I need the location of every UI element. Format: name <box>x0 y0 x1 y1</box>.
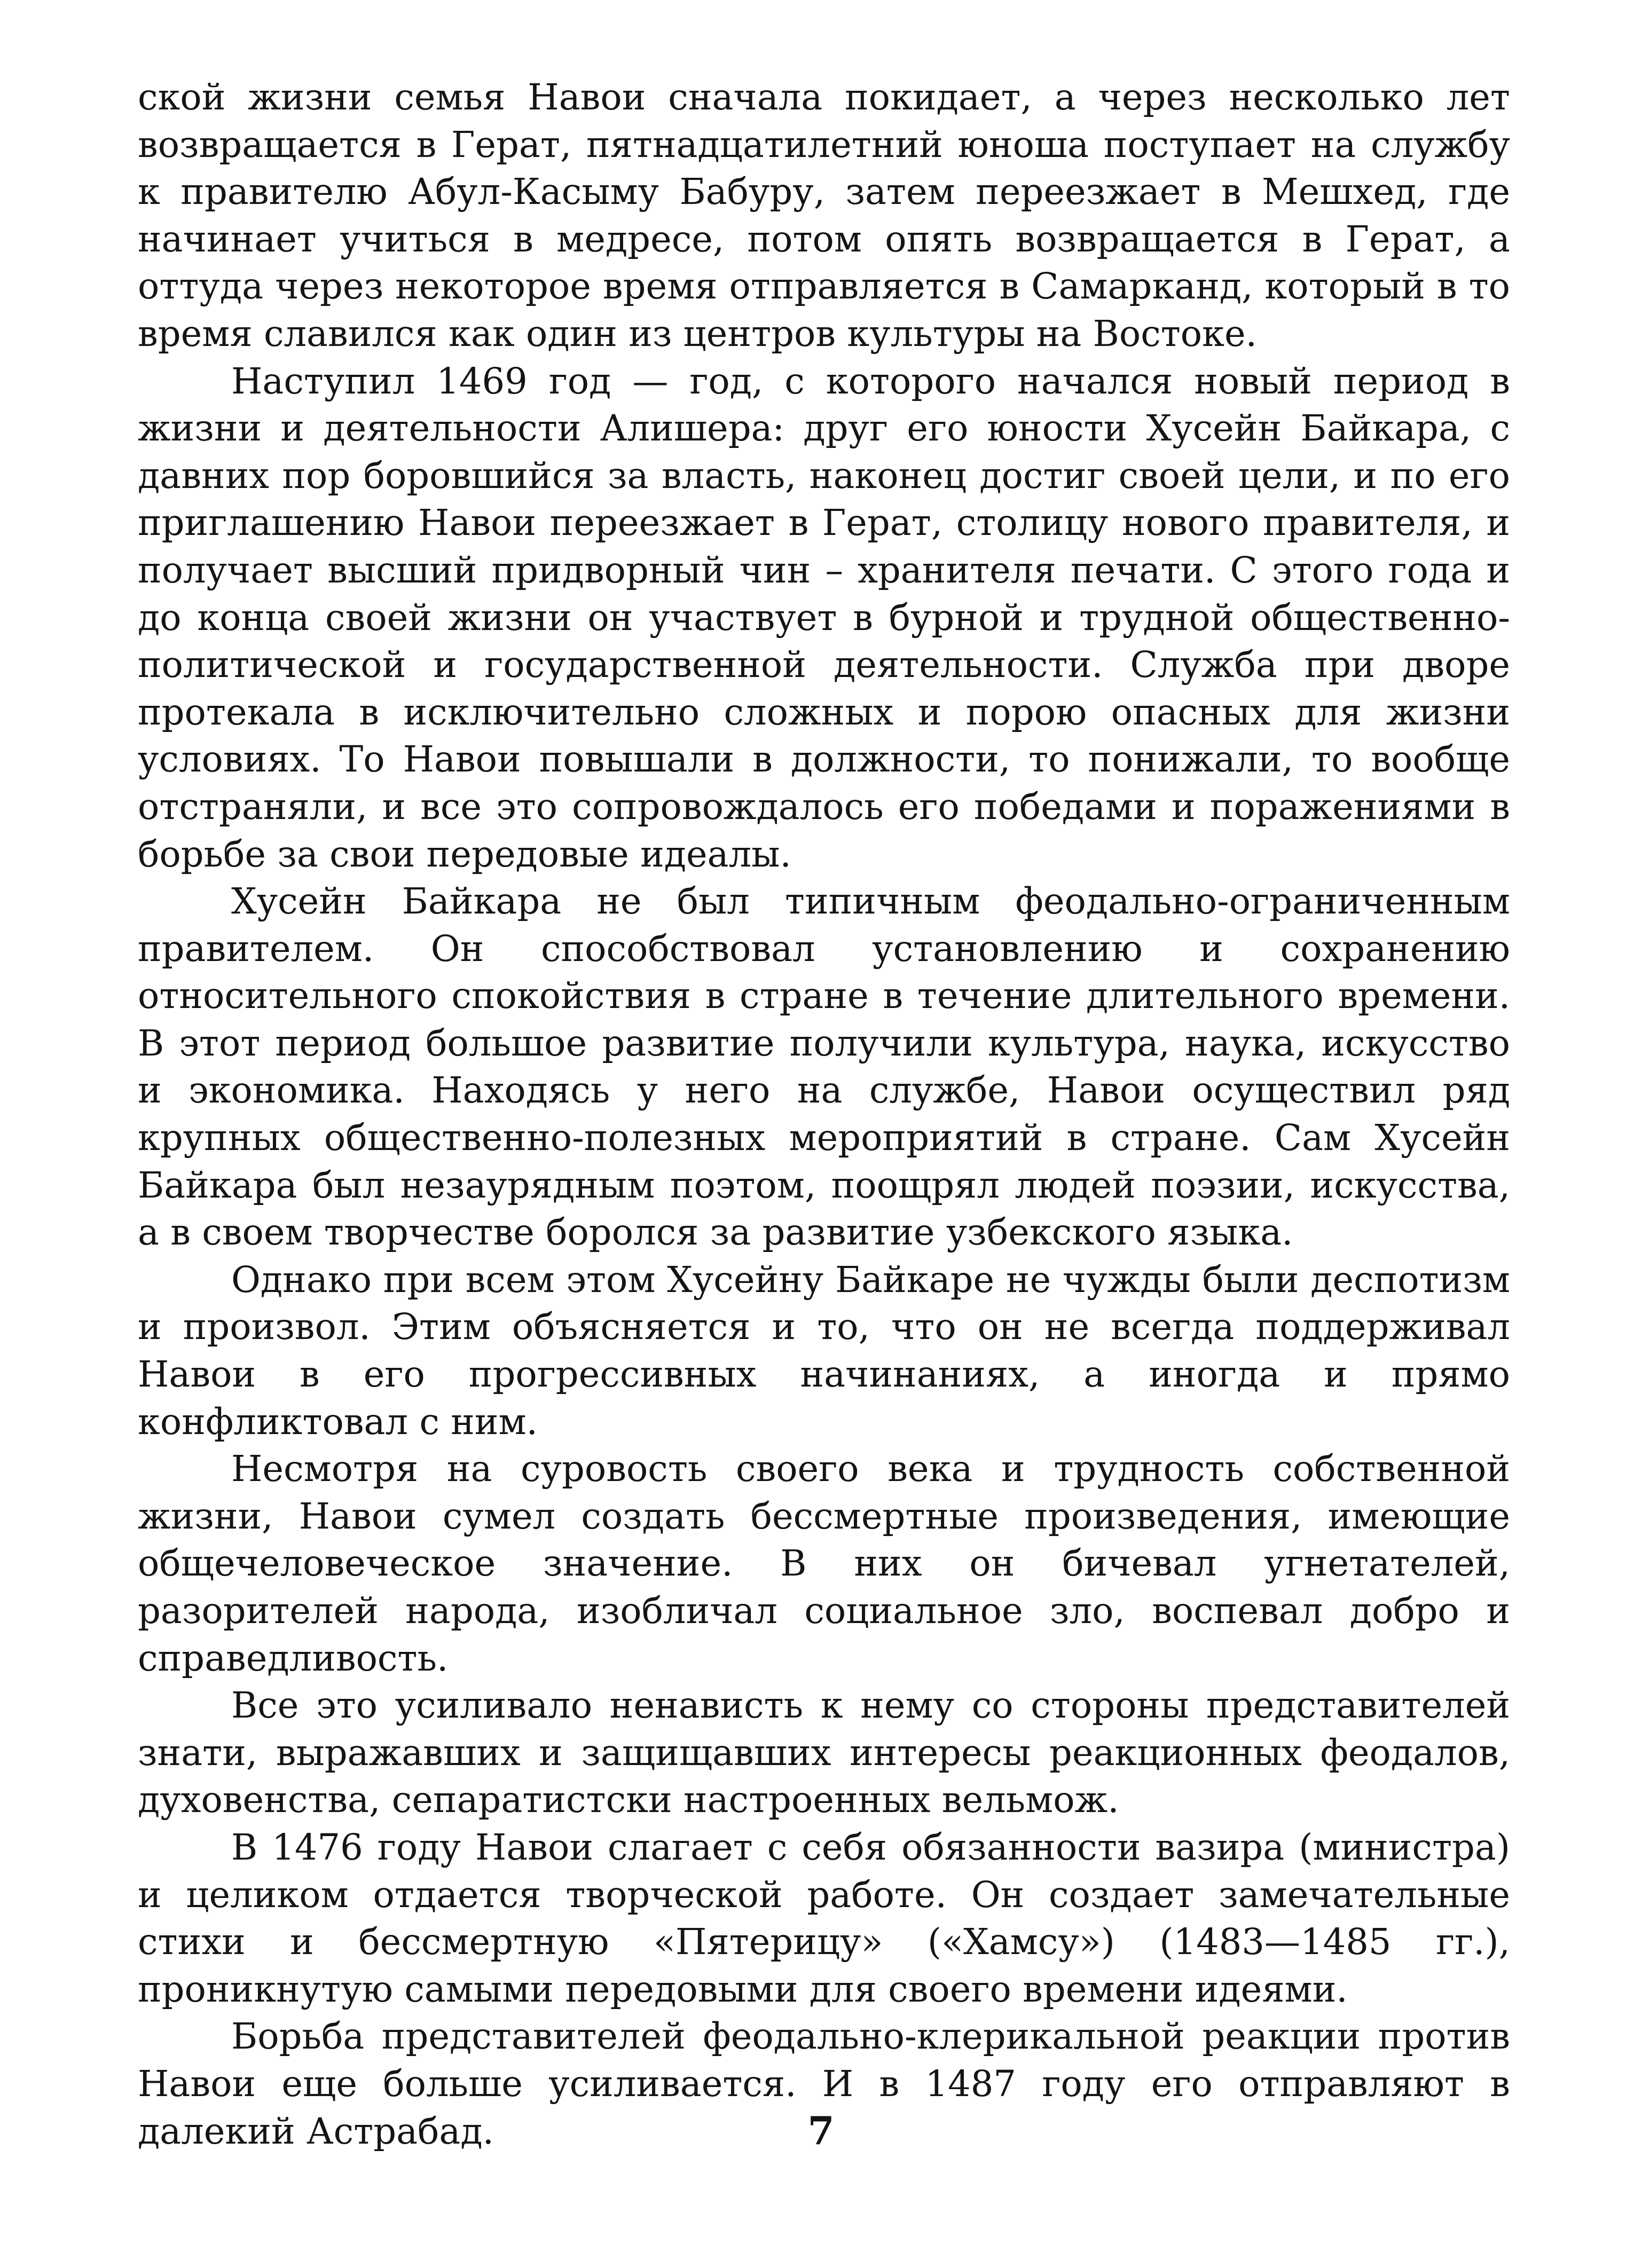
paragraph-2: Наступил 1469 год — год, с которого начался новый период в жизни и деятельности Алишера: друг его юности Хусейн Байкара, с давних пор боровшийся за власть, наконец достиг своей цели, и по его приглашению Навои переезжает в Герат, столицу нового правителя, и получает высший придворный чин – хранителя печати. С этого года и до конца своей жизни он участвует в бурной и трудной общественно-политической и государственной деятельности. Служба при дворе протекала в исключительно сложных и порою опасных для жизни условиях. То Навои повышали в должности, то понижали, то вообще отстраняли, и все это сопровождалось его победами и поражениями в борьбе за свои передовые идеалы. <box>138 360 1510 875</box>
paragraph-4: Однако при всем этом Хусейну Байкаре не чужды были деспотизм и произвол. Этим объясняется и то, что он не всегда поддерживал Навои в его прогрессивных начинаниях, а иногда и прямо конфликтовал с ним. <box>138 1258 1510 1443</box>
page-body <box>138 74 1510 2155</box>
paragraph-1: ской жизни семья Навои сначала покидает, а через несколько лет возвращается в Герат, пятнадцатилетний юноша поступает на службу к правителю Абул-Касыму Бабуру, затем переезжает в Мешхед, где начинает учиться в медресе, потом опять возвращается в Герат, а оттуда через некоторое время отправляется в Самарканд, который в то время славился как один из центров культуры на Востоке. <box>138 76 1510 355</box>
paragraph-3: Хусейн Байкара не был типичным феодально-ограниченным правителем. Он способствовал установлению и сохранению относительного спокойствия в стране в течение длительного времени. В этот период большое развитие получили культура, наука, искусство и экономика. Находясь у него на службе, Навои осуществил ряд крупных общественно-полезных мероприятий в стране. Сам Хусейн Байкара был незаурядным поэтом, поощрял людей поэзии, искусства, а в своем творчестве боролся за развитие узбекского языка. <box>138 880 1510 1254</box>
paragraph-7: В 1476 году Навои слагает с себя обязанности вазира (министра) и целиком отдается творческой работе. Он создает замечательные стихи и бессмертную «Пятерицу» («Хамсу») (1483—1485 гг.), проникнутую самыми передовыми для своего времени идеями. <box>138 1826 1510 2010</box>
paragraph-8: Борьба представителей феодально-клерикальной реакции против Навои еще больше усиливается. И в 1487 году его отправляют в далекий Астрабад. <box>138 2015 1510 2152</box>
paragraph-6: Все это усиливало ненависть к нему со стороны представителей знати, выражавших и защищавших интересы реакционных феодалов, духовенства, сепаратистски настроенных вельмож. <box>138 1684 1510 1821</box>
paragraph-5: Несмотря на суровость своего века и трудность собственной жизни, Навои сумел создать бессмертные произведения, имеющие общечеловеческое значение. В них он бичевал угнетателей, разорителей народа, изобличал социальное зло, воспевал добро и справедливость. <box>138 1448 1510 1679</box>
page-number: 7 <box>807 2108 835 2153</box>
